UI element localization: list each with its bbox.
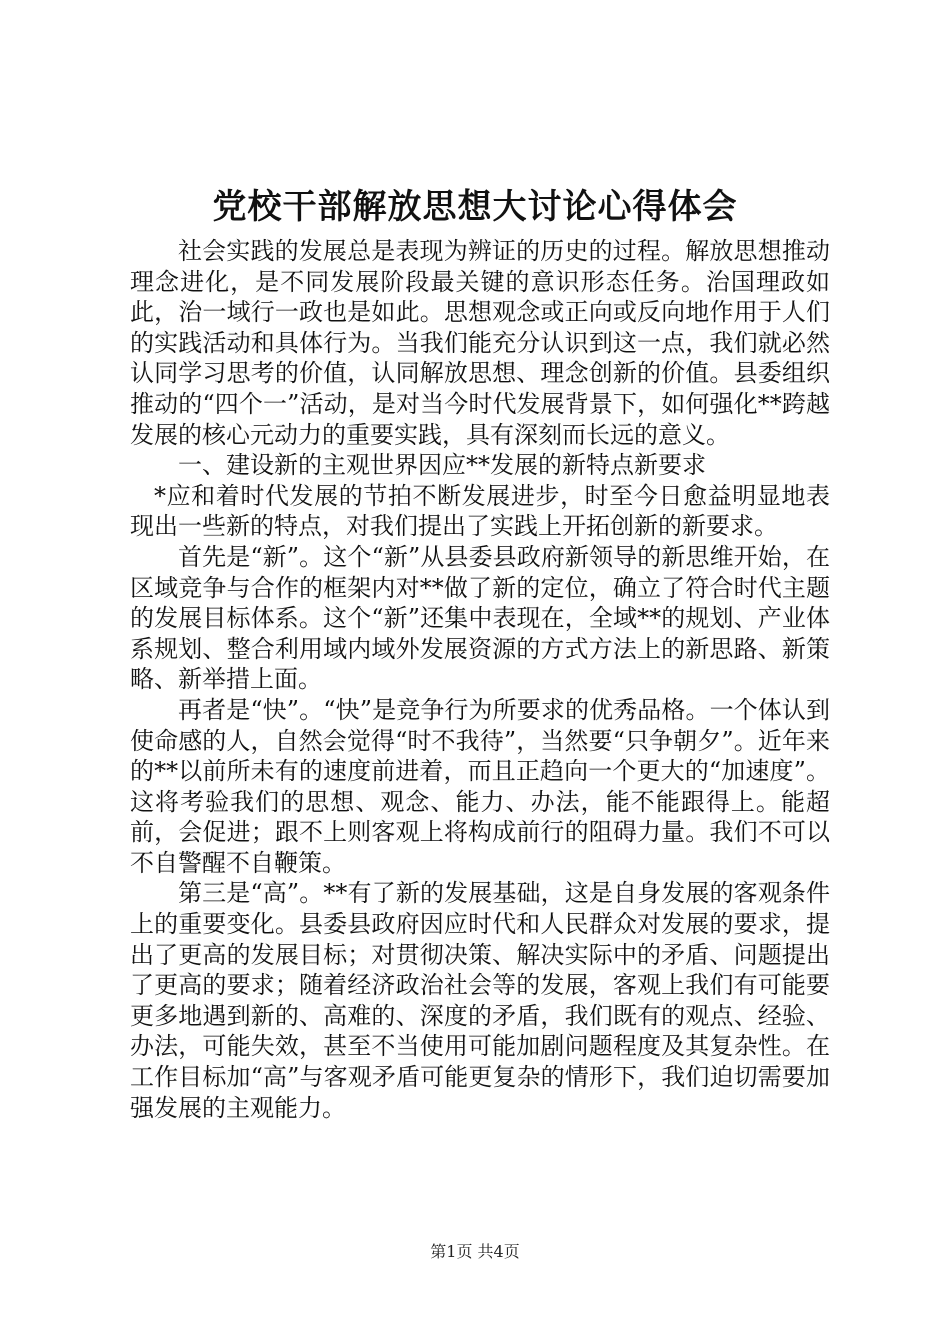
paragraph-new: 首先是“新”。这个“新”从县委县政府新领导的新思维开始，在区域竞争与合作的框架内对**做了新的定位，确立了符合时代主题的发展目标体系。这个“新”还集中表现在，全域**的规划、产业体系规划、整合利用域内域外发展资源的方式方法上的新思路、新策略、新举措上面。	[130, 542, 830, 694]
document-title: 党校干部解放思想大讨论心得体会	[212, 187, 738, 227]
section-heading-1: 一、建设新的主观世界因应**发展的新特点新要求	[178, 451, 706, 480]
paragraph-fast: 再者是“快”。“快”是竞争行为所要求的优秀品格。一个体认到使命感的人，自然会觉得“时不我待”，当然要“只争朝夕”。近年来的**以前所未有的速度前进着，而且正趋向一个更大的“加速度”。这将考验我们的思想、观念、能力、办法，能不能跟得上。能超前，会促进；跟不上则客观上将构成前行的阻碍力量。我们不可以不自警醒不自鞭策。	[130, 695, 830, 877]
document-body	[130, 236, 830, 1123]
paragraph-new-features: *应和着时代发展的节拍不断发展进步，时至今日愈益明显地表现出一些新的特点，对我们提出了实践上开拓创新的新要求。	[130, 481, 830, 541]
page-number-footer: 第1页 共4页	[430, 1242, 520, 1261]
paragraph-intro: 社会实践的发展总是表现为辨证的历史的过程。解放思想推动理念进化，是不同发展阶段最关键的意识形态任务。治国理政如此，治一域行一政也是如此。思想观念或正向或反向地作用于人们的实践活动和具体行为。当我们能充分认识到这一点，我们就必然认同学习思考的价值，认同解放思想、理念创新的价值。县委组织推动的“四个一”活动，是对当今时代发展背景下，如何强化**跨越发展的核心元动力的重要实践，具有深刻而长远的意义。	[130, 237, 830, 449]
paragraph-high: 第三是“高”。**有了新的发展基础，这是自身发展的客观条件上的重要变化。县委县政府因应时代和人民群众对发展的要求，提出了更高的发展目标；对贯彻决策、解决实际中的矛盾、问题提出了更高的要求；随着经济政治社会等的发展，客观上我们有可能要更多地遇到新的、高难的、深度的矛盾，我们既有的观点、经验、办法，可能失效，甚至不当使用可能加剧问题程度及其复杂性。在工作目标加“高”与客观矛盾可能更复杂的情形下，我们迫切需要加强发展的主观能力。	[130, 879, 830, 1122]
